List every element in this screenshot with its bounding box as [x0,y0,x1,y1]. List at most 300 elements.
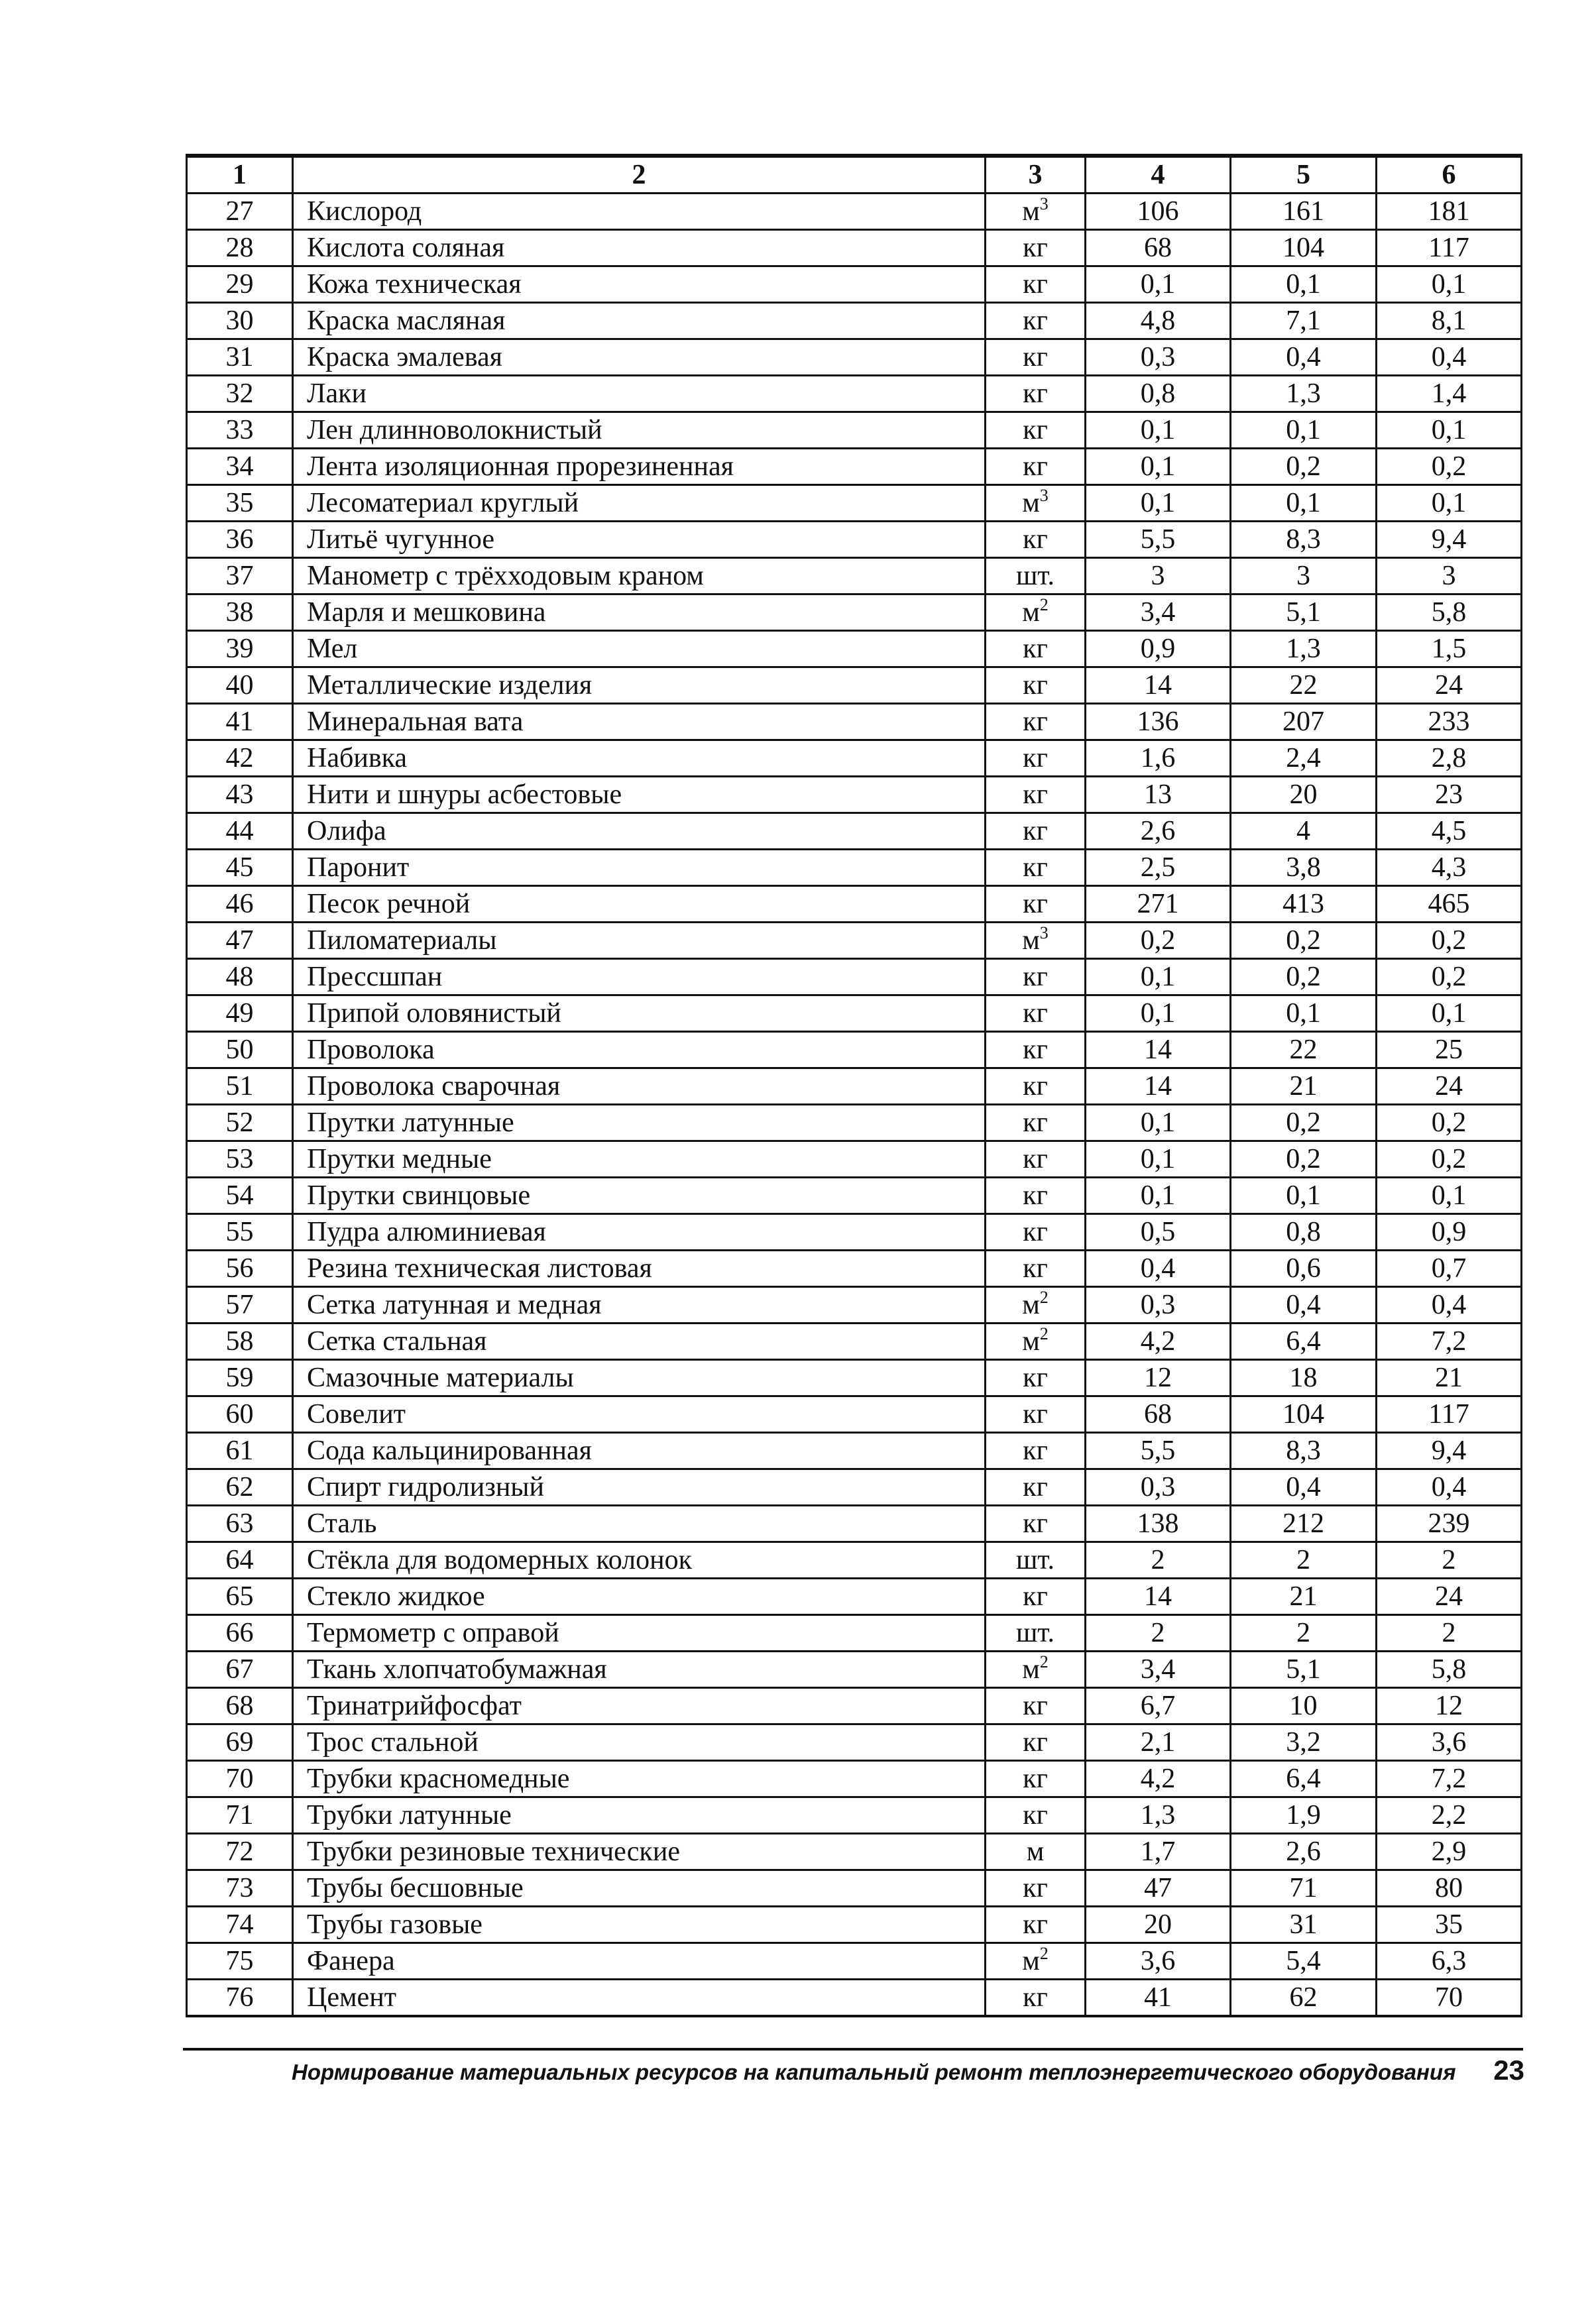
material-name-cell: Литьё чугунное [293,522,986,558]
materials-table-container [186,154,1520,2017]
material-name-cell: Сетка стальная [293,1324,986,1360]
row-number-cell: 55 [187,1214,293,1251]
norm-value-cell-6: 25 [1377,1032,1522,1068]
table-row [187,230,1522,266]
norm-value-cell-5: 0,8 [1231,1214,1377,1251]
row-number-cell: 76 [187,1980,293,2017]
row-number-cell: 66 [187,1615,293,1652]
table-row [187,995,1522,1032]
table-row [187,813,1522,850]
norm-value-cell-6: 0,2 [1377,1105,1522,1141]
norm-value-cell-6: 24 [1377,1579,1522,1615]
unit-cell [986,777,1086,813]
unit-cell [986,558,1086,594]
unit-label: кг [1023,1107,1048,1138]
norm-value-cell-4: 13 [1086,777,1231,813]
row-number-cell: 51 [187,1068,293,1105]
row-number-cell: 58 [187,1324,293,1360]
norm-value-cell-6: 5,8 [1377,594,1522,631]
material-name-cell: Трубы бесшовные [293,1870,986,1907]
unit-cell [986,667,1086,704]
norm-value-cell-5: 8,3 [1231,1433,1377,1469]
material-name-cell: Совелит [293,1396,986,1433]
table-row [187,1579,1522,1615]
norm-value-cell-4: 2 [1086,1615,1231,1652]
norm-value-cell-5: 21 [1231,1579,1377,1615]
row-number-cell: 48 [187,959,293,995]
norm-value-cell-5: 18 [1231,1360,1377,1396]
unit-cell [986,631,1086,667]
row-number-cell: 53 [187,1141,293,1178]
material-name-cell: Стёкла для водомерных колонок [293,1542,986,1579]
row-number-cell: 67 [187,1652,293,1688]
material-name-cell: Марля и мешковина [293,594,986,631]
row-number-cell: 43 [187,777,293,813]
norm-value-cell-6: 0,1 [1377,412,1522,449]
norm-value-cell-4: 1,7 [1086,1834,1231,1870]
unit-cell [986,485,1086,522]
unit-cell [986,522,1086,558]
unit-cell [986,1943,1086,1980]
norm-value-cell-6: 0,1 [1377,485,1522,522]
material-name-cell: Краска масляная [293,303,986,339]
unit-label: кг [1023,852,1048,883]
table-row [187,777,1522,813]
table-row [187,594,1522,631]
norm-value-cell-6: 4,5 [1377,813,1522,850]
norm-value-cell-6: 0,4 [1377,1287,1522,1324]
table-row [187,631,1522,667]
norm-value-cell-5: 161 [1231,194,1377,230]
table-row [187,1141,1522,1178]
table-row [187,1542,1522,1579]
column-header-6: 6 [1377,156,1522,194]
norm-value-cell-4: 5,5 [1086,1433,1231,1469]
norm-value-cell-5: 0,1 [1231,266,1377,303]
material-name-cell: Фанера [293,1943,986,1980]
unit-cell [986,1068,1086,1105]
norm-value-cell-5: 7,1 [1231,303,1377,339]
table-body [187,194,1522,2017]
unit-label: кг [1023,962,1048,992]
material-name-cell: Спирт гидролизный [293,1469,986,1506]
unit-label: кг [1023,415,1048,445]
norm-value-cell-5: 4 [1231,813,1377,850]
norm-value-cell-4: 14 [1086,667,1231,704]
row-number-cell: 44 [187,813,293,850]
row-number-cell: 70 [187,1761,293,1797]
norm-value-cell-6: 3 [1377,558,1522,594]
unit-cell [986,1652,1086,1688]
unit-cell [986,1761,1086,1797]
norm-value-cell-6: 21 [1377,1360,1522,1396]
material-name-cell: Пиломатериалы [293,923,986,959]
unit-cell [986,1178,1086,1214]
norm-value-cell-5: 0,2 [1231,449,1377,485]
row-number-cell: 74 [187,1907,293,1943]
norm-value-cell-4: 0,1 [1086,995,1231,1032]
norm-value-cell-6: 239 [1377,1506,1522,1542]
unit-cell [986,1834,1086,1870]
unit-cell [986,1688,1086,1724]
norm-value-cell-6: 0,2 [1377,923,1522,959]
norm-value-cell-5: 0,2 [1231,959,1377,995]
norm-value-cell-4: 0,1 [1086,449,1231,485]
material-name-cell: Металлические изделия [293,667,986,704]
norm-value-cell-4: 2,5 [1086,850,1231,886]
materials-table [186,154,1522,2017]
norm-value-cell-4: 136 [1086,704,1231,740]
unit-label: м [1022,1946,1040,1976]
unit-label: кг [1023,1253,1048,1284]
unit-exponent: 2 [1039,595,1049,614]
unit-label: м [1022,925,1040,956]
norm-value-cell-5: 5,1 [1231,1652,1377,1688]
table-row [187,1214,1522,1251]
row-number-cell: 57 [187,1287,293,1324]
unit-label: кг [1023,779,1048,810]
unit-label: кг [1023,1071,1048,1101]
unit-cell [986,740,1086,777]
unit-cell [986,1287,1086,1324]
norm-value-cell-5: 5,4 [1231,1943,1377,1980]
material-name-cell: Краска эмалевая [293,339,986,376]
table-row [187,339,1522,376]
norm-value-cell-5: 0,4 [1231,339,1377,376]
norm-value-cell-4: 4,2 [1086,1324,1231,1360]
norm-value-cell-5: 0,1 [1231,1178,1377,1214]
material-name-cell: Мел [293,631,986,667]
material-name-cell: Припой оловянистый [293,995,986,1032]
row-number-cell: 54 [187,1178,293,1214]
material-name-cell: Олифа [293,813,986,850]
unit-label: шт. [1015,561,1055,591]
unit-label: кг [1023,1800,1048,1831]
table-row [187,704,1522,740]
row-number-cell: 65 [187,1579,293,1615]
row-number-cell: 52 [187,1105,293,1141]
table-row [187,1761,1522,1797]
unit-label: кг [1023,1909,1048,1940]
row-number-cell: 28 [187,230,293,266]
norm-value-cell-4: 20 [1086,1907,1231,1943]
table-row [187,1652,1522,1688]
row-number-cell: 30 [187,303,293,339]
material-name-cell: Пудра алюминиевая [293,1214,986,1251]
unit-label: кг [1023,1873,1048,1903]
row-number-cell: 40 [187,667,293,704]
unit-label: кг [1023,889,1048,919]
norm-value-cell-6: 80 [1377,1870,1522,1907]
norm-value-cell-5: 10 [1231,1688,1377,1724]
norm-value-cell-5: 5,1 [1231,594,1377,631]
row-number-cell: 72 [187,1834,293,1870]
norm-value-cell-4: 0,1 [1086,1178,1231,1214]
norm-value-cell-4: 4,2 [1086,1761,1231,1797]
norm-value-cell-6: 9,4 [1377,1433,1522,1469]
table-row [187,667,1522,704]
norm-value-cell-6: 0,2 [1377,449,1522,485]
table-row [187,1469,1522,1506]
unit-label: кг [1023,233,1048,263]
unit-cell [986,1141,1086,1178]
norm-value-cell-6: 0,2 [1377,959,1522,995]
material-name-cell: Сетка латунная и медная [293,1287,986,1324]
unit-label: кг [1023,342,1048,372]
table-row [187,959,1522,995]
material-name-cell: Сода кальцинированная [293,1433,986,1469]
material-name-cell: Кожа техническая [293,266,986,303]
norm-value-cell-4: 14 [1086,1068,1231,1105]
norm-value-cell-5: 207 [1231,704,1377,740]
norm-value-cell-6: 8,1 [1377,303,1522,339]
row-number-cell: 38 [187,594,293,631]
norm-value-cell-4: 12 [1086,1360,1231,1396]
norm-value-cell-5: 62 [1231,1980,1377,2017]
norm-value-cell-4: 2 [1086,1542,1231,1579]
table-row [187,303,1522,339]
material-name-cell: Нити и шнуры асбестовые [293,777,986,813]
norm-value-cell-6: 3,6 [1377,1724,1522,1761]
material-name-cell: Кислород [293,194,986,230]
norm-value-cell-5: 104 [1231,230,1377,266]
norm-value-cell-5: 2 [1231,1542,1377,1579]
unit-exponent: 3 [1039,923,1049,942]
norm-value-cell-6: 0,1 [1377,266,1522,303]
material-name-cell: Прутки медные [293,1141,986,1178]
unit-label: кг [1023,1363,1048,1393]
norm-value-cell-6: 0,1 [1377,1178,1522,1214]
material-name-cell: Кислота соляная [293,230,986,266]
material-name-cell: Лен длинноволокнистый [293,412,986,449]
norm-value-cell-4: 1,6 [1086,740,1231,777]
unit-label: кг [1023,1508,1048,1539]
norm-value-cell-4: 0,1 [1086,1105,1231,1141]
unit-label: кг [1023,1727,1048,1758]
material-name-cell: Трубы газовые [293,1907,986,1943]
material-name-cell: Тринатрийфосфат [293,1688,986,1724]
norm-value-cell-4: 0,5 [1086,1214,1231,1251]
unit-cell [986,1797,1086,1834]
row-number-cell: 45 [187,850,293,886]
norm-value-cell-5: 22 [1231,667,1377,704]
unit-cell [986,1360,1086,1396]
table-row [187,266,1522,303]
column-header-5: 5 [1231,156,1377,194]
norm-value-cell-6: 23 [1377,777,1522,813]
unit-cell [986,1907,1086,1943]
norm-value-cell-6: 0,1 [1377,995,1522,1032]
unit-cell [986,1396,1086,1433]
norm-value-cell-5: 21 [1231,1068,1377,1105]
material-name-cell: Трубки красномедные [293,1761,986,1797]
norm-value-cell-5: 1,9 [1231,1797,1377,1834]
unit-exponent: 2 [1039,1652,1049,1671]
norm-value-cell-6: 117 [1377,1396,1522,1433]
row-number-cell: 36 [187,522,293,558]
table-row [187,1615,1522,1652]
norm-value-cell-6: 4,3 [1377,850,1522,886]
norm-value-cell-6: 0,7 [1377,1251,1522,1287]
norm-value-cell-4: 4,8 [1086,303,1231,339]
material-name-cell: Манометр с трёхходовым краном [293,558,986,594]
norm-value-cell-4: 106 [1086,194,1231,230]
unit-label: кг [1023,816,1048,846]
table-row [187,376,1522,412]
table-row [187,1324,1522,1360]
unit-label: кг [1023,1180,1048,1211]
table-row [187,1870,1522,1907]
unit-label: кг [1023,670,1048,701]
unit-cell [986,376,1086,412]
unit-label: кг [1023,269,1048,300]
row-number-cell: 42 [187,740,293,777]
norm-value-cell-4: 1,3 [1086,1797,1231,1834]
material-name-cell: Трос стальной [293,1724,986,1761]
unit-exponent: 2 [1039,1944,1049,1963]
unit-cell [986,412,1086,449]
norm-value-cell-4: 2,6 [1086,813,1231,850]
norm-value-cell-6: 2,9 [1377,1834,1522,1870]
material-name-cell: Набивка [293,740,986,777]
norm-value-cell-5: 2 [1231,1615,1377,1652]
unit-cell [986,266,1086,303]
unit-cell [986,303,1086,339]
norm-value-cell-4: 0,4 [1086,1251,1231,1287]
column-header-2: 2 [293,156,986,194]
unit-cell [986,1542,1086,1579]
row-number-cell: 29 [187,266,293,303]
norm-value-cell-6: 7,2 [1377,1324,1522,1360]
material-name-cell: Термометр с оправой [293,1615,986,1652]
norm-value-cell-6: 1,4 [1377,376,1522,412]
material-name-cell: Трубки резиновые технические [293,1834,986,1870]
unit-cell [986,886,1086,923]
table-row [187,522,1522,558]
row-number-cell: 39 [187,631,293,667]
norm-value-cell-5: 0,2 [1231,1141,1377,1178]
row-number-cell: 59 [187,1360,293,1396]
norm-value-cell-6: 35 [1377,1907,1522,1943]
material-name-cell: Сталь [293,1506,986,1542]
norm-value-cell-6: 12 [1377,1688,1522,1724]
material-name-cell: Песок речной [293,886,986,923]
norm-value-cell-4: 0,1 [1086,959,1231,995]
norm-value-cell-6: 2 [1377,1615,1522,1652]
norm-value-cell-5: 104 [1231,1396,1377,1433]
row-number-cell: 32 [187,376,293,412]
table-row [187,194,1522,230]
row-number-cell: 63 [187,1506,293,1542]
material-name-cell: Трубки латунные [293,1797,986,1834]
material-name-cell: Минеральная вата [293,704,986,740]
norm-value-cell-5: 413 [1231,886,1377,923]
table-row [187,1688,1522,1724]
table-row [187,850,1522,886]
norm-value-cell-5: 2,6 [1231,1834,1377,1870]
norm-value-cell-4: 68 [1086,230,1231,266]
unit-label: м [1022,1326,1040,1357]
norm-value-cell-6: 0,9 [1377,1214,1522,1251]
page-number: 23 [1493,2055,1524,2086]
norm-value-cell-5: 3 [1231,558,1377,594]
norm-value-cell-5: 1,3 [1231,376,1377,412]
table-row [187,1287,1522,1324]
unit-label: кг [1023,1581,1048,1612]
norm-value-cell-5: 71 [1231,1870,1377,1907]
unit-label: м [1022,597,1040,628]
material-name-cell: Стекло жидкое [293,1579,986,1615]
norm-value-cell-5: 0,6 [1231,1251,1377,1287]
material-name-cell: Прутки свинцовые [293,1178,986,1214]
norm-value-cell-5: 3,2 [1231,1724,1377,1761]
material-name-cell: Лента изоляционная прорезиненная [293,449,986,485]
norm-value-cell-4: 3,4 [1086,594,1231,631]
unit-cell [986,1032,1086,1068]
norm-value-cell-5: 212 [1231,1506,1377,1542]
norm-value-cell-6: 117 [1377,230,1522,266]
norm-value-cell-4: 3,6 [1086,1943,1231,1980]
unit-label: кг [1023,1982,1048,2013]
table-row [187,1360,1522,1396]
norm-value-cell-4: 47 [1086,1870,1231,1907]
norm-value-cell-5: 8,3 [1231,522,1377,558]
unit-label: кг [1023,378,1048,409]
norm-value-cell-4: 68 [1086,1396,1231,1433]
norm-value-cell-5: 31 [1231,1907,1377,1943]
norm-value-cell-4: 14 [1086,1579,1231,1615]
row-number-cell: 33 [187,412,293,449]
row-number-cell: 71 [187,1797,293,1834]
unit-cell [986,339,1086,376]
unit-label: м [1022,1290,1040,1320]
norm-value-cell-6: 2 [1377,1542,1522,1579]
norm-value-cell-6: 2,8 [1377,740,1522,777]
table-row [187,1980,1522,2017]
material-name-cell: Проволока сварочная [293,1068,986,1105]
table-row [187,886,1522,923]
row-number-cell: 62 [187,1469,293,1506]
norm-value-cell-6: 24 [1377,667,1522,704]
row-number-cell: 47 [187,923,293,959]
row-number-cell: 49 [187,995,293,1032]
row-number-cell: 68 [187,1688,293,1724]
norm-value-cell-4: 0,1 [1086,1141,1231,1178]
material-name-cell: Лесоматериал круглый [293,485,986,522]
unit-label: кг [1023,1764,1048,1794]
norm-value-cell-5: 0,1 [1231,412,1377,449]
unit-label: кг [1023,634,1048,664]
unit-exponent: 2 [1039,1324,1049,1343]
norm-value-cell-5: 0,1 [1231,485,1377,522]
norm-value-cell-6: 6,3 [1377,1943,1522,1980]
norm-value-cell-6: 181 [1377,194,1522,230]
norm-value-cell-5: 22 [1231,1032,1377,1068]
footer-divider [183,2048,1523,2051]
norm-value-cell-5: 0,2 [1231,1105,1377,1141]
table-row [187,449,1522,485]
norm-value-cell-6: 5,8 [1377,1652,1522,1688]
table-row [187,1251,1522,1287]
material-name-cell: Лаки [293,376,986,412]
norm-value-cell-4: 0,3 [1086,1469,1231,1506]
unit-cell [986,1214,1086,1251]
row-number-cell: 46 [187,886,293,923]
row-number-cell: 35 [187,485,293,522]
unit-label: кг [1023,1436,1048,1466]
norm-value-cell-4: 5,5 [1086,522,1231,558]
table-row [187,1433,1522,1469]
